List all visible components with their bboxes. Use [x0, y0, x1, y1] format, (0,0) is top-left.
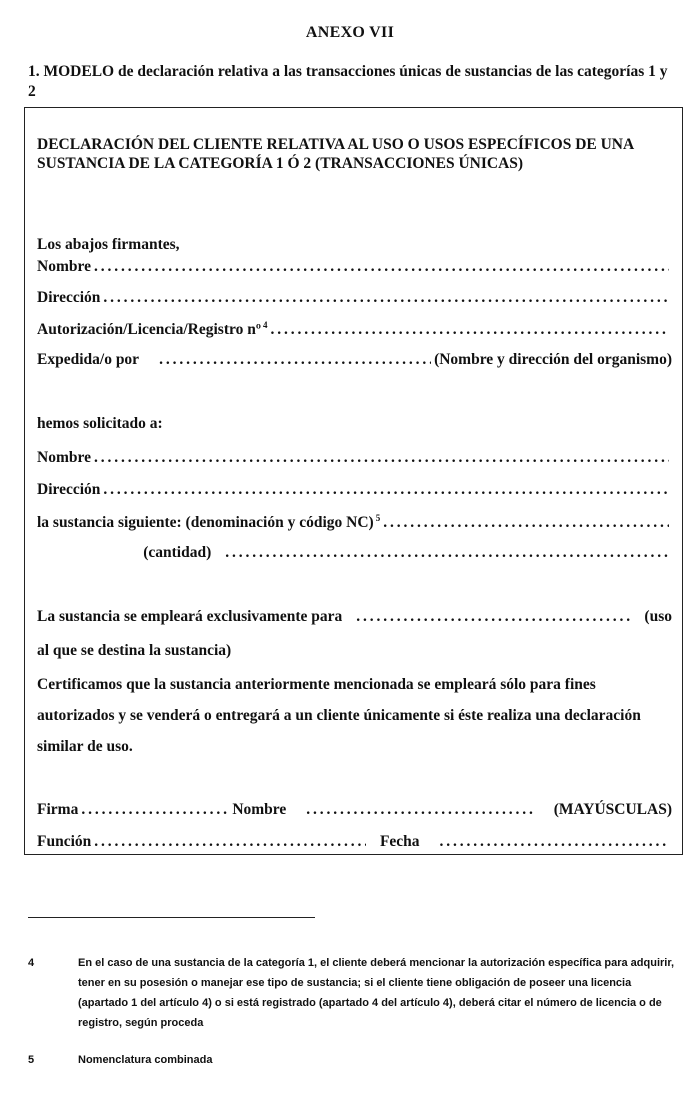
expedida-label: Expedida/o por	[37, 351, 140, 368]
sustancia-label: la sustancia siguiente: (denominación y código NC) $^5$	[37, 513, 381, 532]
footnote-ref-5: 5	[375, 513, 381, 523]
funcion-row	[37, 833, 672, 855]
nombre-field-1	[37, 258, 672, 280]
firma-row	[37, 801, 672, 823]
uso-field	[37, 608, 672, 630]
footnote-text: En el caso de una sustancia de la categoría 1, el cliente deberá mencionar la autorización específica para adquirir, tener en su posesión o manejar ese tipo de sustancia; si el cliente tiene obligación de poseer una licencia (apartado 1 del artículo 4) o si está registrado (apartado 4 del artículo 4), deberá citar el número de licencia o de registro, según proceda	[78, 957, 675, 1029]
nombre-label: Nombre	[37, 258, 91, 275]
footnote-4	[28, 953, 678, 1033]
fill-line	[440, 833, 669, 851]
fill-line	[306, 801, 533, 819]
footnote-5	[28, 1050, 678, 1070]
expedida-field	[37, 351, 672, 373]
funcion-label: Función	[37, 833, 92, 850]
sustancia-field	[37, 513, 672, 535]
footnote-number: 5	[28, 1054, 35, 1066]
direccion-label: Dirección	[37, 289, 101, 306]
annex-title: ANEXO VII	[305, 24, 395, 41]
cantidad-label: (cantidad)	[143, 544, 212, 561]
expedida-suffix: (Nombre y dirección del organismo)	[434, 351, 672, 368]
nombre-sig-label: Nombre	[232, 801, 287, 818]
direccion-label: Dirección	[37, 481, 101, 498]
fill-line	[103, 289, 669, 307]
requested-intro: hemos solicitado a:	[37, 415, 163, 432]
footnote-ref-4: 4	[262, 320, 268, 330]
fill-line	[159, 351, 431, 369]
certification-text: Certificamos que la sustancia anteriormente mencionada se empleará sólo para fines autorizados y se venderá o entregará a un cliente únicamente si éste realiza una declaración similar de uso.	[37, 676, 641, 755]
uso-suffix: (uso	[644, 608, 672, 625]
uso-continuation: al que se destina la sustancia)	[37, 642, 232, 659]
autorizacion-label: Autorización/Licencia/Registro nº $^4$	[37, 320, 268, 339]
fill-line	[103, 481, 669, 499]
autorizacion-field	[37, 320, 672, 342]
cantidad-field	[37, 544, 672, 566]
direccion-field-2	[37, 481, 672, 503]
firma-label: Firma	[37, 801, 79, 818]
mayusculas-label: (MAYÚSCULAS)	[553, 801, 672, 818]
form-title: DECLARACIÓN DEL CLIENTE RELATIVA AL USO O USOS ESPECÍFICOS DE UNA SUSTANCIA DE LA CATEGORÍA 1 Ó 2 (TRANSACCIONES ÚNICAS)	[37, 136, 634, 172]
fill-line	[383, 514, 669, 532]
model-heading: 1. MODELO de declaración relativa a las transacciones únicas de sustancias de las categorías 1 y 2	[28, 63, 668, 100]
declaration-form	[24, 107, 683, 855]
nombre-label: Nombre	[37, 449, 91, 466]
signatories-intro: Los abajos firmantes,	[37, 236, 180, 253]
fill-line	[225, 544, 669, 562]
fill-line	[81, 801, 229, 819]
uso-label: La sustancia se empleará exclusivamente para	[37, 608, 343, 625]
nombre-field-2	[37, 449, 672, 471]
fill-line	[94, 258, 669, 276]
footnote-text: Nomenclatura combinada	[78, 1054, 213, 1066]
fill-line	[356, 608, 630, 626]
fill-line	[270, 321, 669, 339]
footnote-separator	[28, 917, 315, 918]
footnote-number: 4	[28, 957, 35, 969]
fecha-label: Fecha	[379, 833, 420, 850]
fill-line	[94, 449, 669, 467]
direccion-field-1	[37, 289, 672, 311]
fill-line	[94, 833, 366, 851]
